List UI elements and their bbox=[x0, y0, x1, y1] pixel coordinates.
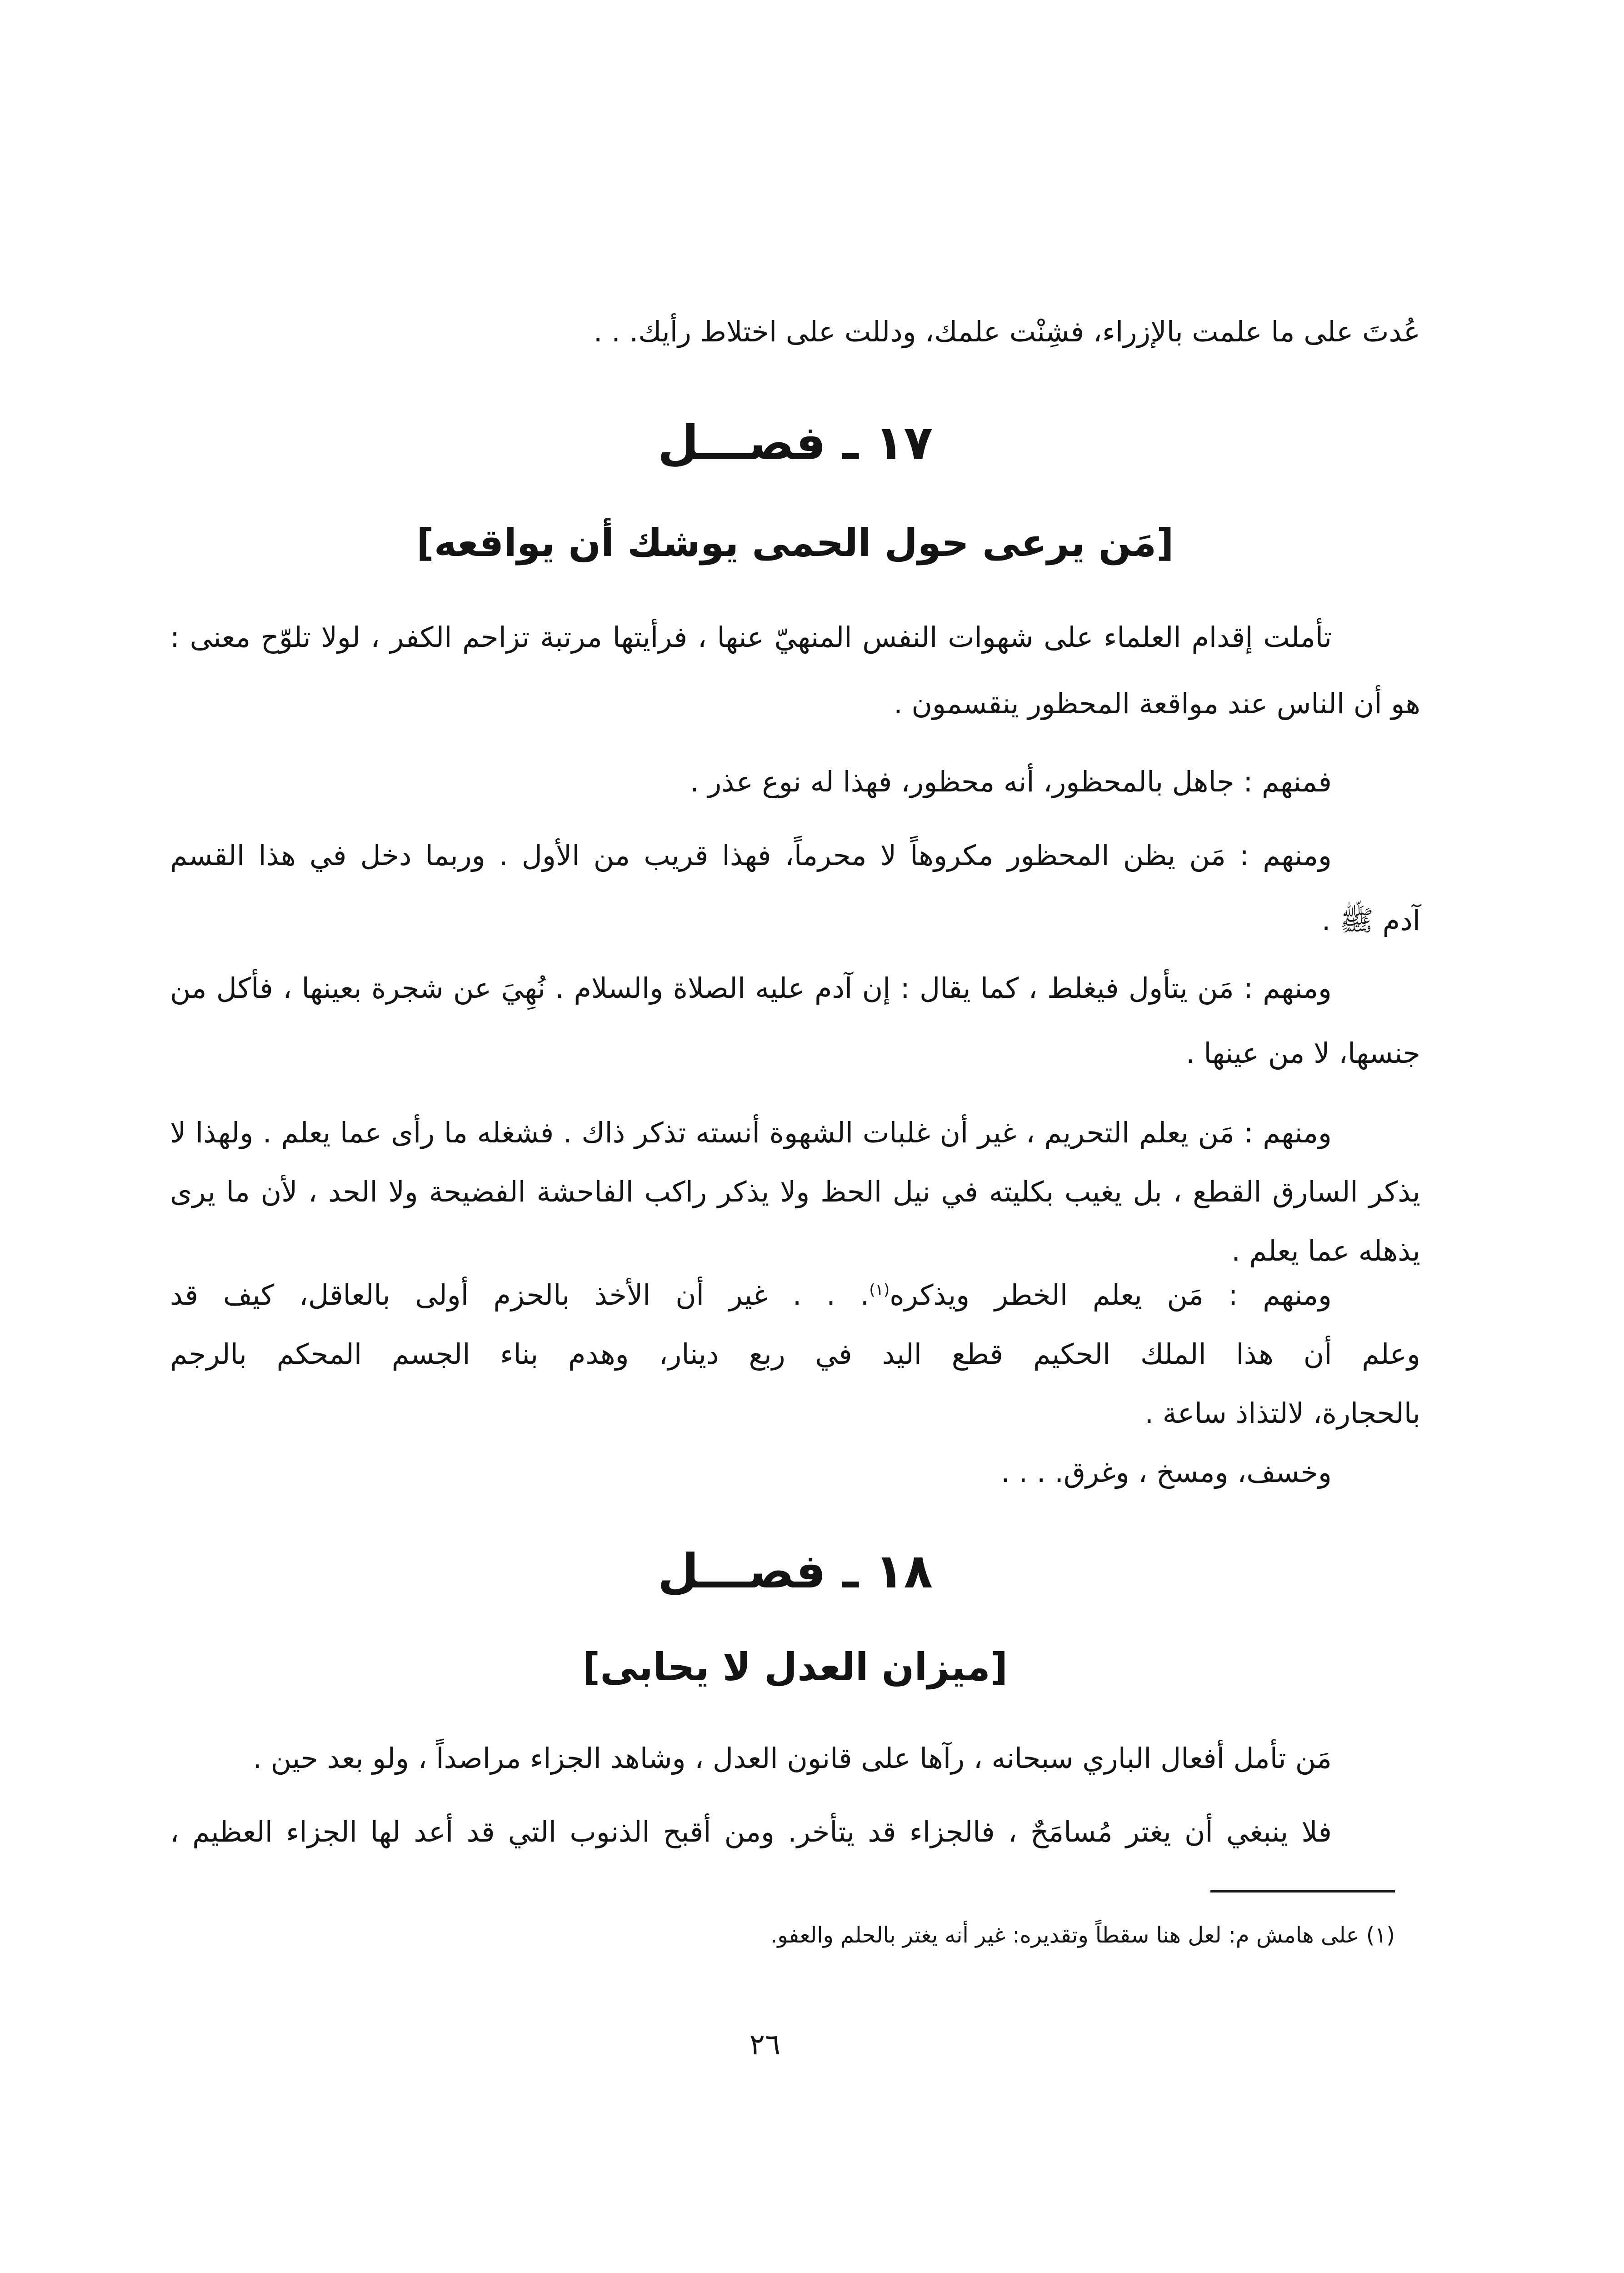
paragraph-line: مَن تأمل أفعال الباري سبحانه ، رآها على قانون العدل ، وشاهد الجزاء مراصداً ، ولو بعد حين . bbox=[253, 1742, 1332, 1775]
paragraph-line: ومنهم : مَن يتأول فيغلط ، كما يقال : إن آدم عليه الصلاة والسلام . نُهِيَ عن شجرة بعينها ، فأكل من bbox=[170, 971, 1332, 1005]
paragraph-line: جنسها، لا من عينها . bbox=[1185, 1036, 1420, 1070]
footnote-separator bbox=[1210, 1890, 1395, 1892]
section-title: [ميزان العدل لا يحابى] bbox=[582, 1645, 1008, 1689]
paragraph-text: . . . غير أن الأخذ بالحزم أولى بالعاقل، كيف قد bbox=[170, 1278, 869, 1312]
paragraph-line: وعلم أن هذا الملك الحكيم قطع اليد في ربع دينار، وهدم بناء الجسم المحكم بالرجم bbox=[170, 1337, 1420, 1371]
section-heading: ١٨ ـ فصـــل bbox=[658, 1543, 933, 1599]
paragraph-line: تأملت إقدام العلماء على شهوات النفس المنهيّ عنها ، فرأيتها مرتبة تزاحم الكفر ، لولا تلوّح معنى : bbox=[170, 621, 1332, 654]
paragraph-text: ومنهم : مَن يعلم الخطر ويذكره bbox=[889, 1278, 1332, 1312]
paragraph-line: فمنهم : جاهل بالمحظور، أنه محظور، فهذا له نوع عذر . bbox=[690, 765, 1332, 798]
page-number: ٢٦ bbox=[749, 2028, 781, 2062]
paragraph-line: ومنهم : مَن يعلم التحريم ، غير أن غلبات الشهوة أنسته تذكر ذاك . فشغله ما رأى عما يعلم . ولهذا لا bbox=[170, 1116, 1332, 1149]
paragraph-line: آدم ﷺ . bbox=[1321, 904, 1420, 937]
paragraph-line: يذهله عما يعلم . bbox=[1231, 1234, 1420, 1267]
paragraph-line: فلا ينبغي أن يغتر مُسامَحٌ ، فالجزاء قد يتأخر. ومن أقبح الذنوب التي قد أعد لها الجزاء العظيم ، bbox=[170, 1815, 1332, 1848]
section-heading: ١٧ ـ فصـــل bbox=[658, 415, 933, 471]
paragraph-line: ومنهم : مَن يظن المحظور مكروهاً لا محرماً، فهذا قريب من الأول . وربما دخل في هذا القسم bbox=[170, 839, 1332, 872]
footnote-ref: (١) bbox=[869, 1281, 890, 1299]
footnote-text: (١) على هامش م: لعل هنا سقطاً وتقديره: غير أنه يغتر بالحلم والعفو. bbox=[770, 1923, 1395, 1948]
paragraph-line: هو أن الناس عند مواقعة المحظور ينقسمون . bbox=[894, 687, 1420, 720]
paragraph-line: وخسف، ومسخ ، وغرق. . . . bbox=[1000, 1456, 1332, 1489]
paragraph-line bbox=[170, 1268, 1420, 1322]
continuation-line: عُدتَ على ما علمت بالإزراء، فشِنْت علمك، ودللت على اختلاط رأيك. . . bbox=[593, 315, 1420, 348]
paragraph-line: بالحجارة، لالتذاذ ساعة . bbox=[1144, 1397, 1420, 1430]
section-title: [مَن يرعى حول الحمى يوشك أن يواقعه] bbox=[416, 521, 1174, 565]
paragraph-line: يذكر السارق القطع ، بل يغيب بكليته في نيل الحظ ولا يذكر راكب الفاحشة الفضيحة ولا الحد ، لأن ما يرى bbox=[170, 1175, 1420, 1208]
